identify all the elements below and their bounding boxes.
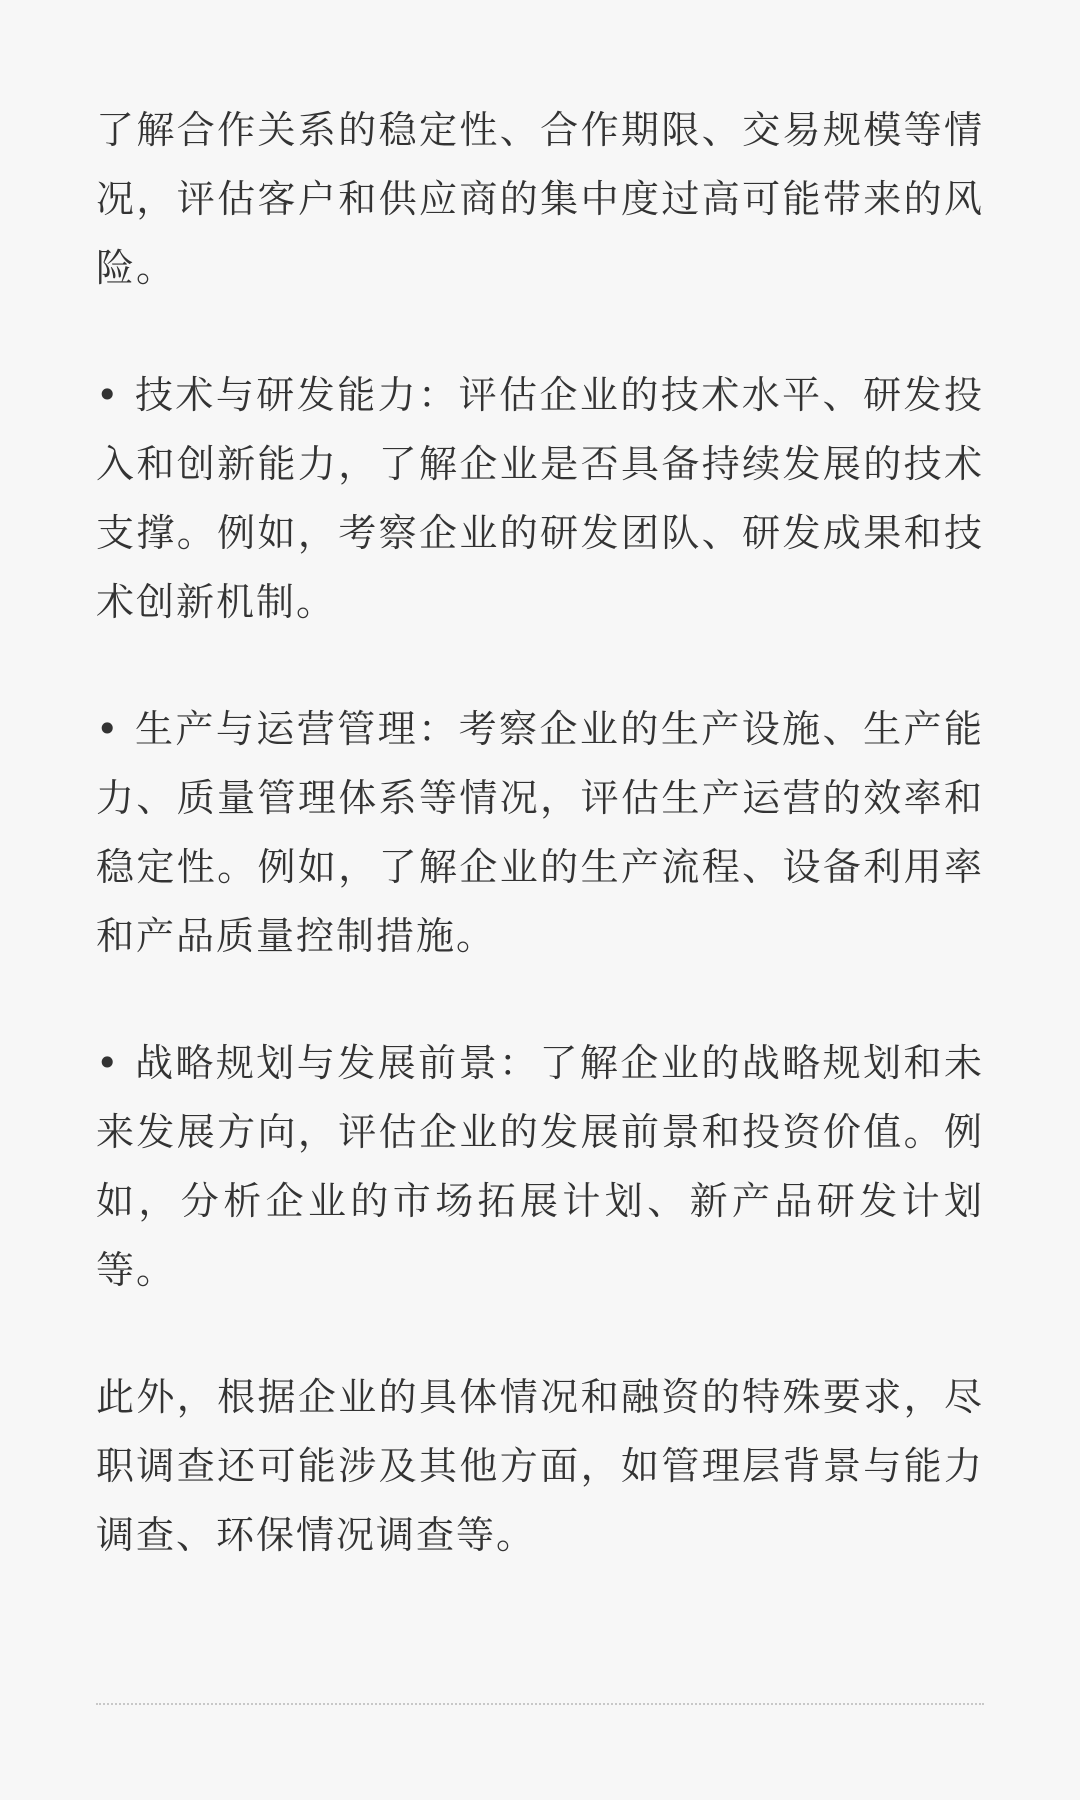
paragraph-strategy-outlook: • 战略规划与发展前景：了解企业的战略规划和未来发展方向，评估企业的发展前景和投资价值。例如，分析企业的市场拓展计划、新产品研发计划等。 [96, 1041, 984, 1292]
paragraph-risk-concentration: 了解合作关系的稳定性、合作期限、交易规模等情况，评估客户和供应商的集中度过高可能带来的风险。 [96, 108, 984, 290]
paragraph-production-operations: • 生产与运营管理：考察企业的生产设施、生产能力、质量管理体系等情况，评估生产运营的效率和稳定性。例如，了解企业的生产流程、设备利用率和产品质量控制措施。 [96, 707, 984, 958]
paragraph-other-aspects: 此外，根据企业的具体情况和融资的特殊要求，尽职调查还可能涉及其他方面，如管理层背景与能力调查、环保情况调查等。 [96, 1375, 984, 1557]
dotted-divider [96, 1703, 984, 1705]
paragraph-tech-rnd: • 技术与研发能力：评估企业的技术水平、研发投入和创新能力，了解企业是否具备持续发展的技术支撑。例如，考察企业的研发团队、研发成果和技术创新机制。 [96, 373, 984, 624]
